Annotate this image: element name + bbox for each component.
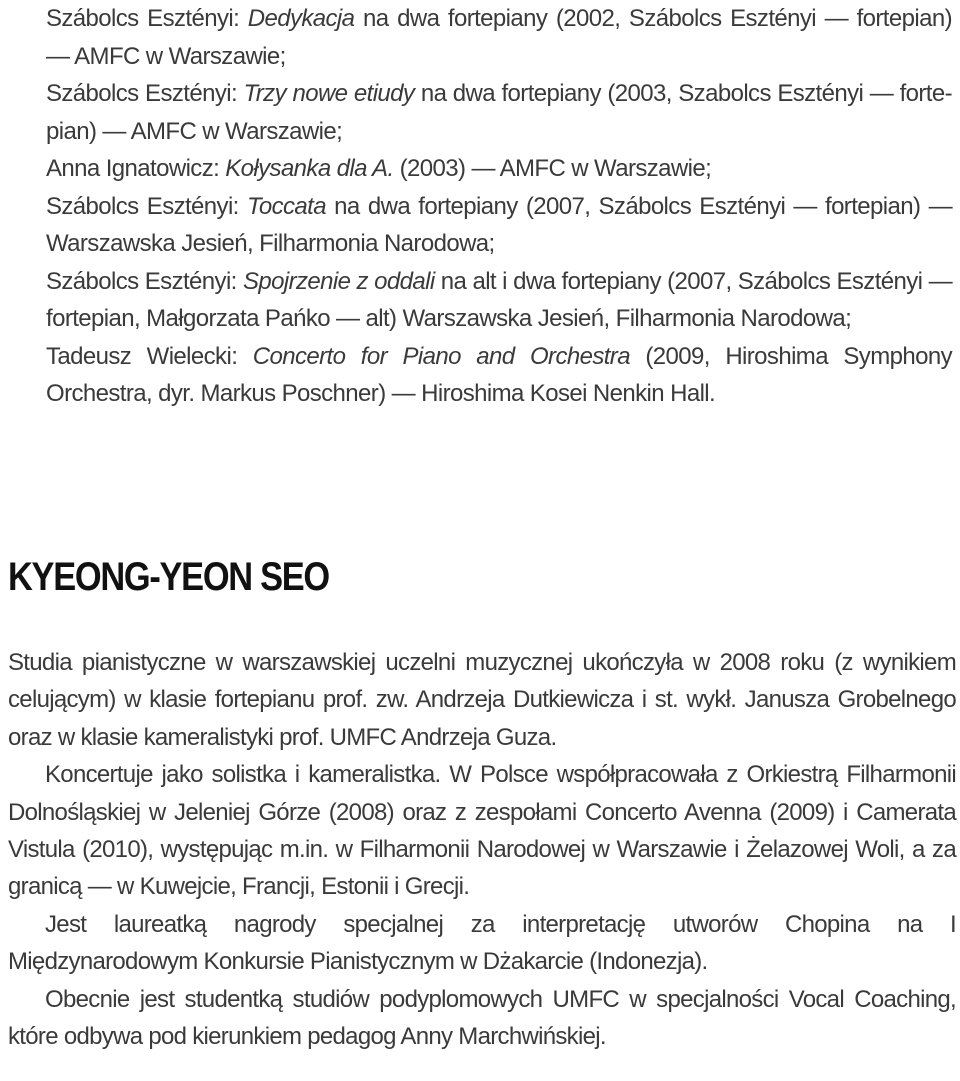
work-title: Dedykacja: [247, 5, 355, 32]
bio-paragraph: Studia pianistyczne w warszawskiej uczelni muzycznej ukończyła w 2008 roku (z wynikiem celującym) w klasie fortepianu prof. zw. Andrzeja Dutkiewicza i st. wykł. Janusza Grobelnego oraz w klasie kameralistyki prof. UMFC Andrzeja Guza.: [8, 649, 956, 751]
work-title: Toccata: [246, 192, 326, 220]
bio-paragraph: Koncertuje jako solistka i kameralistka. W Polsce współpracowała z Orkiestrą Filharmonii Dolnośląskiej w Jeleniej Górze (2008) oraz z zespołami Concerto Avenna (2009) i Camerata Vistula (2010), występując m.in. w Filharmonii Narodowej w Warszawie i Żelazowej Woli, a za granicą — w Kuwejcie, Francji, Estonii i Grecji.: [8, 761, 956, 901]
work-entry: [8, 338, 952, 413]
work-details: na dwa fortepiany (2007, Szábolcs Esztényi — fortepian) — Warszawska Jesień, Filharmonia Narodowa;: [46, 192, 952, 257]
artist-name-heading: KYEONG-YEON SEO: [8, 555, 329, 599]
composer-text: Szábolcs Esztényi:: [46, 80, 244, 107]
work-entry: [8, 263, 952, 338]
work-details: (2003) — AMFC w Warszawie;: [393, 155, 712, 182]
composer-text: Szábolcs Esztényi:: [46, 267, 243, 295]
work-details: na alt i dwa fortepiany (2007, Szábolcs Esztényi — fortepian, Małgorzata Pańko — alt) Warszawska Jesień, Filharmonia Narodowa;: [46, 267, 952, 332]
work-title: Spojrzenie z oddali: [242, 267, 435, 295]
work-entry: [8, 150, 952, 188]
work-details: (2009, Hiroshima Symphony Orchestra, dyr. Markus Poschner) — Hiroshima Kosei Nenkin Hall.: [46, 342, 952, 407]
work-entry: [8, 75, 952, 150]
work-details: na dwa fortepiany (2002, Szábolcs Esztényi — fortepian) — AMFC w Warszawie;: [46, 5, 952, 70]
work-entry: [8, 0, 952, 75]
work-details: na dwa fortepiany (2003, Szabolcs Esztényi — forte-pian) — AMFC w Warszawie;: [46, 80, 952, 145]
biography: [8, 644, 956, 1055]
work-title: Concerto for Piano and Orchestra: [252, 342, 630, 370]
works-list: [8, 0, 952, 413]
composer-text: Szábolcs Esztényi:: [46, 5, 248, 32]
bio-paragraph: Jest laureatką nagrody specjalnej za interpretację utworów Chopina na I Międzynarodowym Konkursie Pianistycznym w Dżakarcie (Indonezja).: [8, 910, 956, 976]
bio-paragraph: Obecnie jest studentką studiów podyplomowych UMFC w specjalności Vocal Coaching, które odbywa pod kierunkiem pedagog Anny Marchwińskiej.: [8, 985, 956, 1051]
work-entry: [8, 188, 952, 263]
composer-text: Anna Ignatowicz:: [46, 155, 226, 182]
work-title: Kołysanka dla A.: [225, 155, 394, 182]
composer-text: Tadeusz Wielecki:: [46, 342, 253, 370]
composer-text: Szábolcs Esztényi:: [46, 192, 247, 220]
work-title: Trzy nowe etiudy: [243, 80, 415, 107]
